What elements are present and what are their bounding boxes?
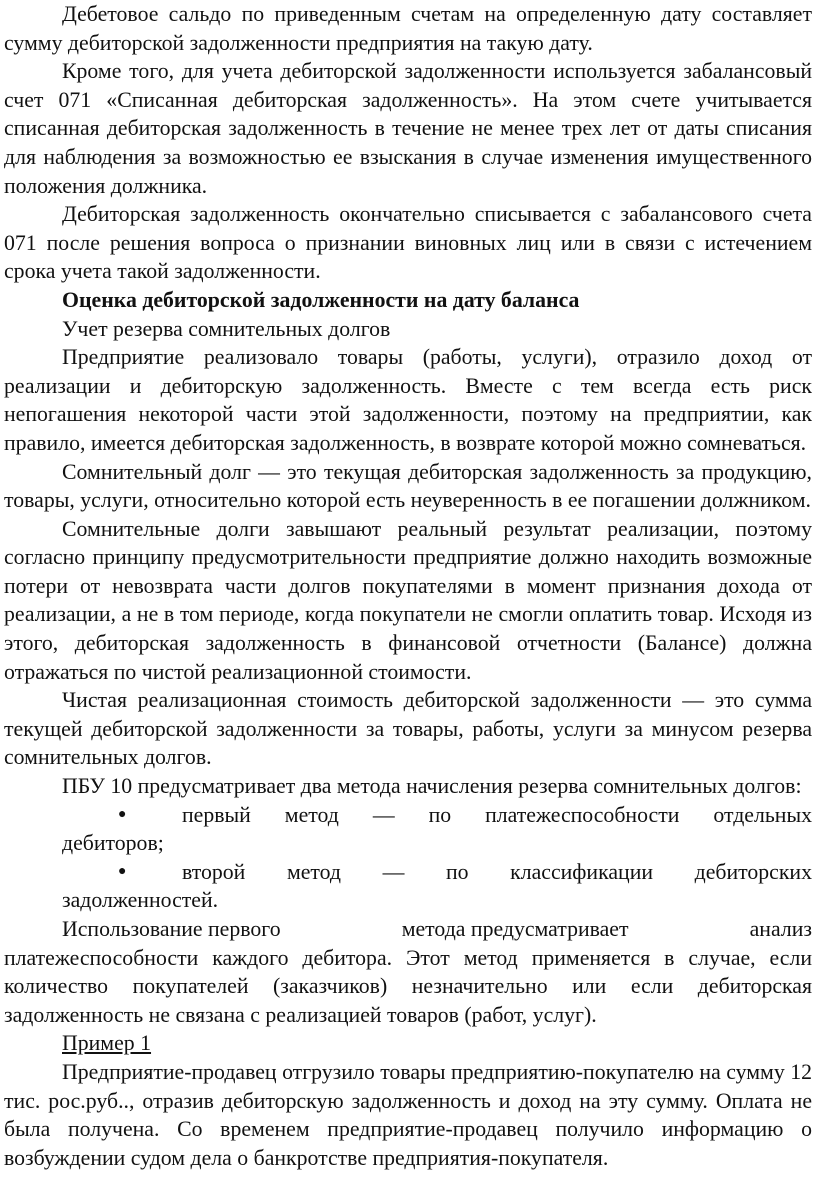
usage-fragment: Использование первого	[62, 917, 281, 941]
example-label-line	[4, 1029, 812, 1058]
list-item-continuation: дебиторов;	[62, 831, 164, 856]
list-item	[4, 801, 812, 858]
paragraph-debit-balance: Дебетовое сальдо по приведенным счетам на определенную дату составляет сумму дебиторской задолженности предприятия на такую дату.	[4, 2, 812, 55]
bullet-icon: ●	[118, 863, 127, 879]
bullet-icon: ●	[118, 806, 127, 822]
list-item-first-line: второй метод — по классификации дебиторских	[182, 859, 812, 884]
section-heading: Оценка дебиторской задолженности на дату баланса	[62, 287, 580, 312]
paragraph-sales-risk: Предприятие реализовало товары (работы, услуги), отразило доход от реализации и дебиторскую задолженность. Вместе с тем всегда есть риск непогашения некоторой части этой задолженности, поэтому на предприятии, как правило, имеется дебиторская задолженность, в возврате которой можно сомневаться.	[4, 345, 812, 455]
list-item-continuation: задолженностей.	[62, 888, 219, 913]
paragraph-pbu10-methods: ПБУ 10 предусматривает два метода начисления резерва сомнительных долгов:	[62, 774, 802, 799]
usage-first-line	[4, 915, 812, 944]
methods-list	[4, 801, 812, 915]
paragraph-offbalance-account: Кроме того, для учета дебиторской задолженности используется забалансовый счет 071 «Списанная дебиторская задолженность». На этом счете учитывается списанная дебиторская задолженность в течение не менее трех лет от даты списания для наблюдения за возможностью ее взыскания в случае изменения имущественного положения должника.	[4, 59, 812, 198]
paragraph-net-realizable-value: Чистая реализационная стоимость дебиторской задолженности — это сумма текущей дебиторской задолженности за товары, работы, услуги за минусом резерва сомнительных долгов.	[4, 688, 812, 770]
list-item-first-line: первый метод — по платежеспособности отдельных	[182, 802, 812, 827]
example-label: Пример 1	[62, 1031, 152, 1056]
paragraph-doubtful-debt-definition: Сомнительный долг — это текущая дебиторская задолженность за продукцию, товары, услуги, относительно которой есть неуверенность в ее погашении должником.	[4, 459, 812, 513]
usage-fragment: анализ	[749, 917, 812, 941]
paragraph-example: Предприятие-продавец отгрузило товары предприятию-покупателю на сумму 12 тис. рос.руб.., отразив дебиторскую задолженность и доход на эту сумму. Оплата не была получена. Со временем предприятие-продавец получило информацию о возбуждении судом дела о банкротстве предприятия-покупателя.	[4, 1059, 812, 1170]
paragraph-usage-continuation: платежеспособности каждого дебитора. Этот метод применяется в случае, если количество покупателей (заказчиков) незначительно или если дебиторская задолженность не связана с реализацией товаров (работ, услуг).	[4, 945, 812, 1027]
paragraph-prudence-principle: Сомнительные долги завышают реальный результат реализации, поэтому согласно принципу предусмотрительности предприятие должно находить возможные потери от невозврата части долгов покупателями в момент признания дохода от реализации, а не в том периоде, когда покупатели не смогли оплатить товар. Исходя из этого, дебиторская задолженность в финансовой отчетности (Балансе) должна отражаться по чистой реализационной стоимости.	[4, 516, 812, 684]
paragraph-final-writeoff: Дебиторская задолженность окончательно списывается с забалансового счета 071 после решения вопроса о признании виновных лиц или в связи с истечением срока учета такой задолженности.	[4, 202, 812, 284]
section-subheading: Учет резерва сомнительных долгов	[62, 316, 391, 341]
list-item	[4, 858, 812, 915]
usage-fragment: метода предусматривает	[401, 917, 629, 941]
